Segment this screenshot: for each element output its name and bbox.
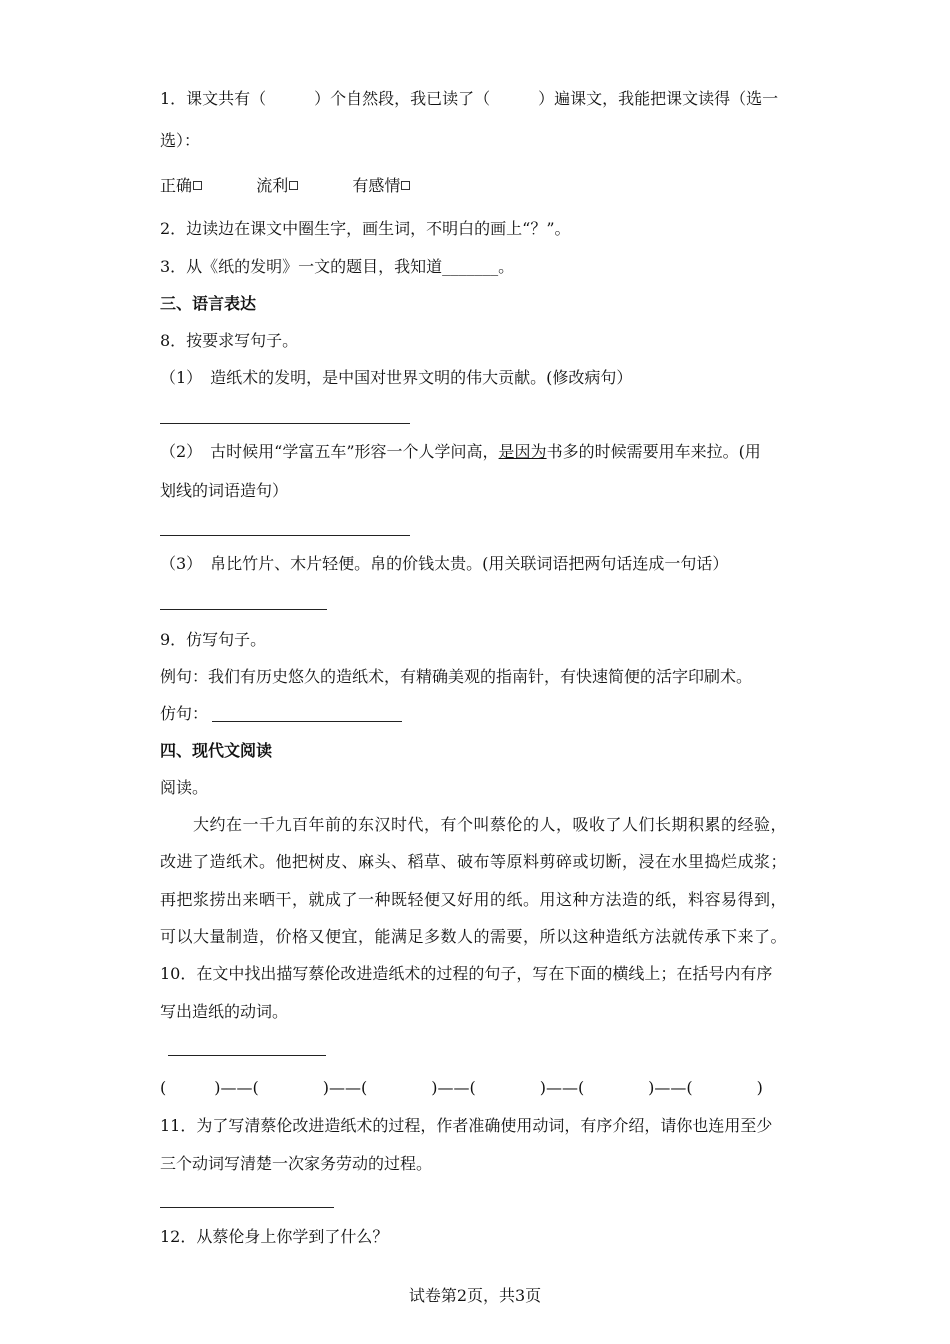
- passage-line: 可以大量制造，价格又便宜，能满足多数人的需要，所以这种造纸方法就传承下来了。: [160, 927, 788, 946]
- passage-line: 改进了造纸术。他把树皮、麻头、稻草、破布等原料剪碎或切断，浸在水里捣烂成浆；: [160, 852, 788, 871]
- option-correct[interactable]: 正确: [160, 176, 202, 195]
- option-fluent[interactable]: 流利: [256, 176, 298, 195]
- q1-line2: 选）：: [160, 131, 201, 150]
- q8-title: 8．按要求写句子。: [160, 331, 299, 350]
- checkbox-icon[interactable]: [193, 181, 202, 190]
- option-emotion[interactable]: 有感情: [352, 176, 410, 195]
- q1-line1: 1．课文共有（ ）个自然段，我已读了（ ）遍课文，我能把课文读得（选一: [160, 89, 779, 108]
- underlined-word: 是因为: [498, 442, 547, 461]
- q11-line2: 三个动词写清楚一次家务劳动的过程。: [160, 1154, 433, 1173]
- passage-line: 再把浆捞出来晒干，就成了一种既轻便又好用的纸。用这种方法造的纸，料容易得到，: [160, 890, 788, 909]
- q10-line1: 10．在文中找出描写蔡伦改进造纸术的过程的句子，写在下面的横线上；在括号内有序: [160, 964, 773, 983]
- q9-title: 9．仿写句子。: [160, 630, 267, 649]
- answer-line-9[interactable]: [212, 721, 402, 722]
- read-label: 阅读。: [160, 778, 209, 797]
- q8-sentence-3: （3） 帛比竹片、木片轻便。帛的价钱太贵。(用关联词语把两句话连成一句话）: [160, 554, 729, 573]
- q10-line2: 写出造纸的动词。: [160, 1002, 289, 1021]
- q9-example: 例句：我们有历史悠久的造纸术，有精确美观的指南针，有快速简便的活字印刷术。: [160, 667, 753, 686]
- q2-text: 2．边读边在课文中圈生字，画生词，不明白的画上“？”。: [160, 219, 571, 238]
- answer-line-8-1[interactable]: [160, 423, 410, 424]
- page-footer: 试卷第2页，共3页: [408, 1286, 542, 1305]
- q8-sentence-2-cont: 划线的词语造句）: [160, 481, 289, 500]
- answer-line-10[interactable]: [168, 1055, 326, 1056]
- answer-line-11[interactable]: [160, 1207, 334, 1208]
- answer-line-8-3[interactable]: [160, 609, 327, 610]
- q12-text: 12．从蔡伦身上你学到了什么？: [160, 1227, 389, 1246]
- q3-text: 3．从《纸的发明》一文的题目，我知道_______。: [160, 257, 515, 276]
- q1-options: [160, 175, 410, 197]
- checkbox-icon[interactable]: [401, 181, 410, 190]
- section-3-heading: 三、语言表达: [160, 294, 257, 313]
- q8-sentence-1: （1） 造纸术的发明，是中国对世界文明的伟大贡献。(修改病句）: [160, 368, 633, 387]
- q11-line1: 11．为了写清蔡伦改进造纸术的过程，作者准确使用动词，有序介绍，请你也连用至少: [160, 1116, 773, 1135]
- verb-chain[interactable]: ( )——( )——( )——( )——( )——( ): [160, 1078, 763, 1097]
- answer-line-8-2[interactable]: [160, 535, 410, 536]
- section-4-heading: 四、现代文阅读: [160, 741, 273, 760]
- q8-sentence-2: （2） 古时候用“学富五车”形容一个人学问高，是因为书多的时候需要用车来拉。(用: [160, 442, 761, 461]
- passage-line: 大约在一千九百年前的东汉时代，有个叫蔡伦的人，吸收了人们长期积累的经验，: [160, 815, 788, 834]
- checkbox-icon[interactable]: [289, 181, 298, 190]
- q9-imitate-label: 仿句：: [160, 704, 209, 723]
